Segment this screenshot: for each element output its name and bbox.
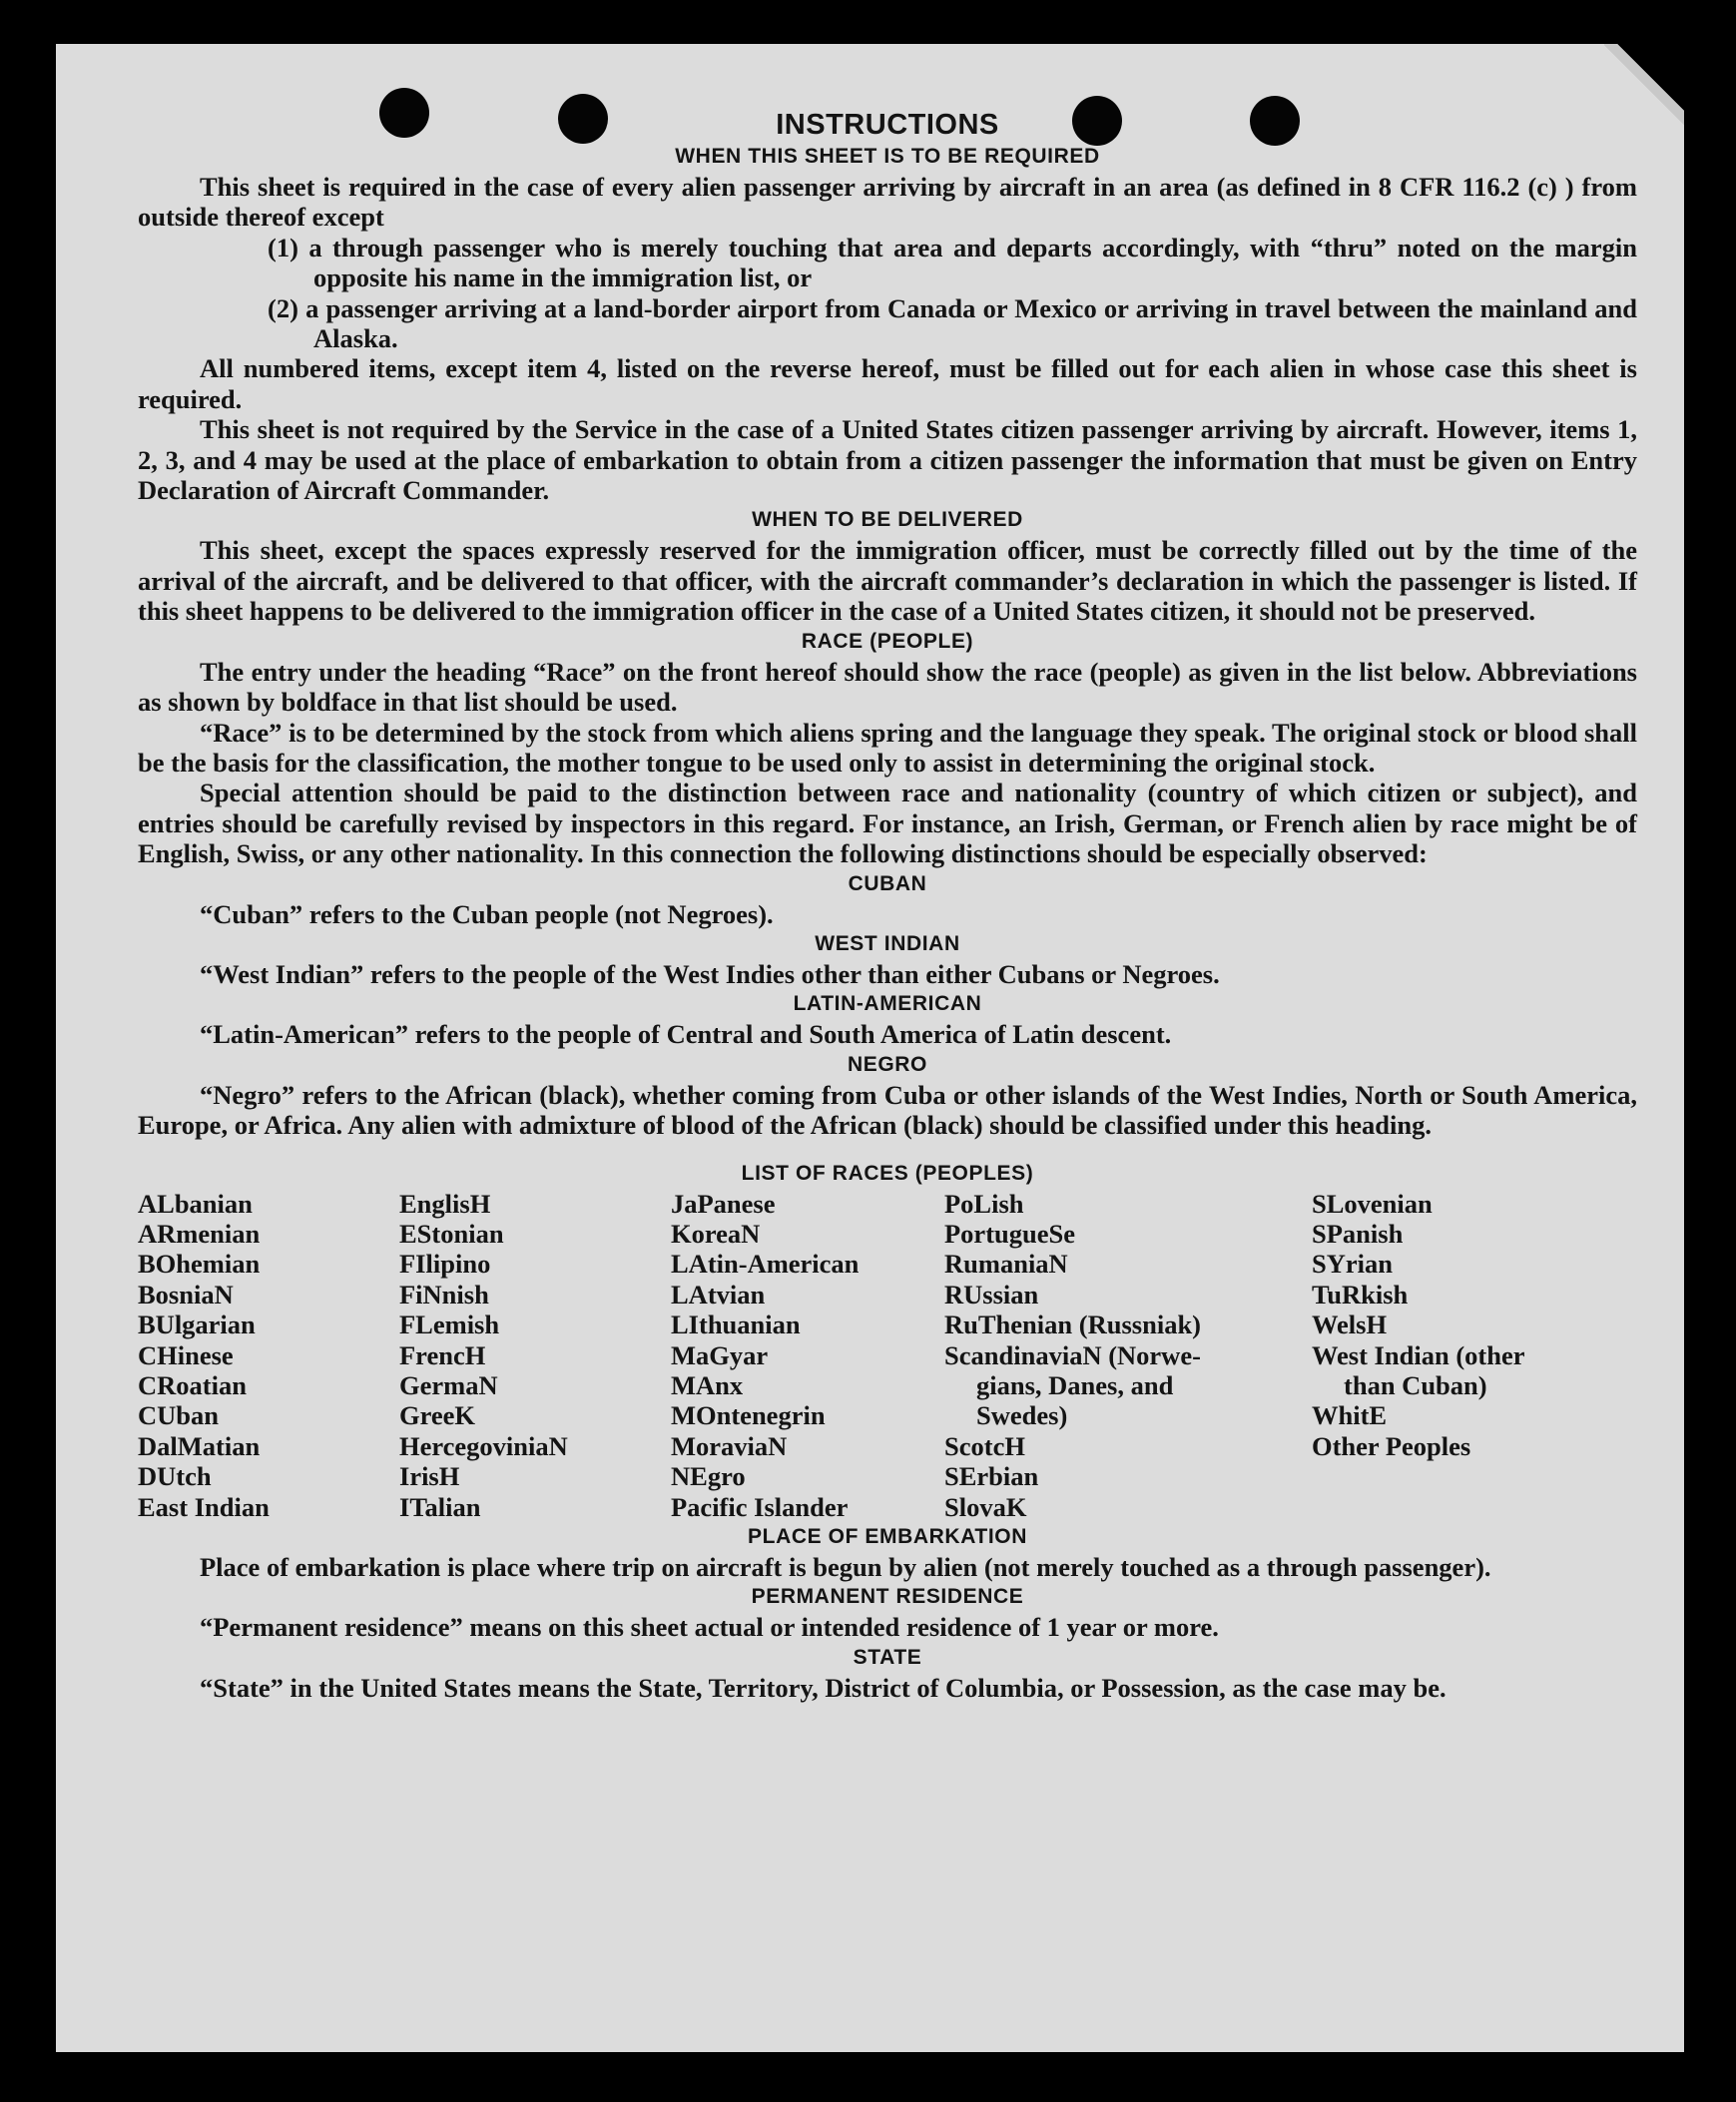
race-entry: BOhemian — [138, 1249, 261, 1280]
race-entry: CRoatian — [138, 1370, 247, 1400]
heading-state: STATE — [853, 1645, 922, 1669]
race-entry: EStonian — [399, 1218, 504, 1249]
race-entry: DUtch — [138, 1461, 212, 1492]
race-entry: SPanish — [1312, 1218, 1404, 1249]
heading-west-indian: WEST INDIAN — [815, 931, 960, 955]
race-entry: RuThenian (Russniak) — [944, 1310, 1202, 1340]
race-entry: GermaN — [399, 1370, 498, 1400]
race-entry: ScotcH — [944, 1430, 1025, 1461]
document-sheet — [56, 44, 1684, 2052]
races-column-3 — [671, 1189, 944, 1522]
race-entry: ARmenian — [138, 1218, 261, 1249]
race-entry: CUban — [138, 1400, 220, 1431]
paragraph-latin-american: “Latin-American” refers to the people of Central and South America of Latin descent. — [200, 1019, 1172, 1050]
race-entry: FLemish — [399, 1310, 500, 1340]
race-entry: East Indian — [138, 1491, 270, 1522]
paragraph-required-item-2: (2) a passenger arriving at a land-border airport from Canada or Mexico or arriving in travel between the mainland and Alaska. — [268, 292, 1637, 354]
race-entry-continued: gians, Danes, and — [976, 1370, 1174, 1400]
race-entry: SlovaK — [944, 1491, 1027, 1522]
race-entry: BosniaN — [138, 1279, 234, 1310]
race-entry: Other Peoples — [1312, 1430, 1471, 1461]
races-list — [138, 1189, 1637, 1522]
paragraph-negro: “Negro” refers to the African (black), whether coming from Cuba or other islands of the West Indies, North or South America, Europe, or Africa. Any alien with admixture of blood of the African (black) should be classified under this heading. — [138, 1079, 1637, 1141]
race-entry: RUssian — [944, 1279, 1039, 1310]
races-column-4 — [944, 1189, 1312, 1522]
paragraph-race-3: Special attention should be paid to the distinction between race and nationality (country of which citizen or subject), and entries should be carefully revised by inspectors in this regard. For instance, an Irish, German, or French alien by race might be of English, Swiss, or any other nationality. In this connection the following distinctions should be especially observed: — [138, 778, 1637, 869]
race-entry: FiNnish — [399, 1279, 489, 1310]
race-entry: PortugueSe — [944, 1218, 1076, 1249]
race-entry: CHinese — [138, 1339, 234, 1370]
race-entry: NEgro — [671, 1461, 746, 1492]
race-entry: PoLish — [944, 1188, 1024, 1219]
heading-cuban: CUBAN — [848, 871, 927, 895]
race-entry: LAtvian — [671, 1279, 766, 1310]
race-entry-continued: Swedes) — [976, 1400, 1068, 1431]
race-entry: West Indian (other — [1312, 1339, 1525, 1370]
race-entry: MAnx — [671, 1370, 744, 1400]
race-entry: GreeK — [399, 1400, 476, 1431]
paragraph-embarkation: Place of embarkation is place where trip on aircraft is begun by alien (not merely touched as a through passenger). — [200, 1552, 1491, 1583]
paragraph-race-2: “Race” is to be determined by the stock from which aliens spring and the language they speak. The original stock or blood shall be the basis for the classification, the mother tongue to be used only to assist in determining the original stock. — [138, 717, 1637, 778]
paragraph-west-indian: “West Indian” refers to the people of the West Indies other than either Cubans or Negroes. — [200, 958, 1220, 989]
race-entry: JaPanese — [671, 1188, 776, 1219]
paragraph-required-2: All numbered items, except item 4, listed on the reverse hereof, must be filled out for each alien in whose case this sheet is required. — [138, 353, 1637, 414]
race-entry: ITalian — [399, 1491, 481, 1522]
race-entry: MOntenegrin — [671, 1400, 826, 1431]
race-entry: DalMatian — [138, 1430, 261, 1461]
heading-races-list: LIST OF RACES (PEOPLES) — [741, 1161, 1034, 1185]
race-entry: LIthuanian — [671, 1310, 801, 1340]
page-title: INSTRUCTIONS — [776, 109, 999, 141]
race-entry: BUlgarian — [138, 1310, 256, 1340]
race-entry: MaGyar — [671, 1339, 769, 1370]
races-column-2 — [399, 1189, 671, 1522]
heading-embarkation: PLACE OF EMBARKATION — [748, 1525, 1027, 1549]
heading-latin-american: LATIN-AMERICAN — [793, 992, 982, 1016]
paragraph-required-item-1: (1) a through passenger who is merely touching that area and departs accordingly, with “thru” noted on the margin opposite his name in the immigration list, or — [268, 232, 1637, 293]
paragraph-residence: “Permanent residence” means on this sheet actual or intended residence of 1 year or more. — [200, 1612, 1219, 1643]
race-entry: FIlipino — [399, 1249, 491, 1280]
race-entry: HercegoviniaN — [399, 1430, 568, 1461]
race-entry: SErbian — [944, 1461, 1039, 1492]
heading-delivered: WHEN TO BE DELIVERED — [752, 508, 1023, 532]
heading-race: RACE (PEOPLE) — [801, 629, 974, 653]
race-entry: WelsH — [1312, 1310, 1388, 1340]
heading-negro: NEGRO — [847, 1052, 927, 1076]
race-entry: SYrian — [1312, 1249, 1393, 1280]
race-entry: FrencH — [399, 1339, 486, 1370]
race-entry: LAtin-American — [671, 1249, 860, 1280]
heading-required: WHEN THIS SHEET IS TO BE REQUIRED — [675, 145, 1100, 168]
race-entry: IrisH — [399, 1461, 460, 1492]
races-column-5 — [1312, 1189, 1637, 1522]
race-entry: SLovenian — [1312, 1188, 1433, 1219]
race-entry-continued: than Cuban) — [1344, 1370, 1487, 1400]
heading-residence: PERMANENT RESIDENCE — [751, 1585, 1024, 1609]
paragraph-required-3: This sheet is not required by the Service in the case of a United States citizen passenger arriving by aircraft. However, items 1, 2, 3, and 4 may be used at the place of embarkation to obtain from a citizen passenger the information that must be given on Entry Declaration of Aircraft Commander. — [138, 414, 1637, 506]
paragraph-delivered: This sheet, except the spaces expressly reserved for the immigration officer, must be correctly filled out by the time of the arrival of the aircraft, and be delivered to that officer, with the aircraft commander’s declaration in which the passenger is listed. If this sheet happens to be delivered to the immigration officer in the case of a United States citizen, it should not be preserved. — [138, 535, 1637, 627]
races-column-1 — [138, 1189, 399, 1522]
instructions-body — [138, 104, 1637, 1703]
race-entry: EnglisH — [399, 1188, 491, 1219]
race-entry: ALbanian — [138, 1188, 253, 1219]
race-entry: TuRkish — [1312, 1279, 1409, 1310]
race-entry: MoraviaN — [671, 1430, 788, 1461]
paragraph-cuban: “Cuban” refers to the Cuban people (not Negroes). — [200, 898, 774, 929]
paragraph-state: “State” in the United States means the State, Territory, District of Columbia, or Possession, as the case may be. — [200, 1672, 1447, 1703]
race-entry: WhitE — [1312, 1400, 1388, 1431]
race-entry: RumaniaN — [944, 1249, 1068, 1280]
paragraph-race-1: The entry under the heading “Race” on the front hereof should show the race (people) as given in the list below. Abbreviations as shown by boldface in that list should be used. — [138, 656, 1637, 718]
paragraph-required-1: This sheet is required in the case of every alien passenger arriving by aircraft in an area (as defined in 8 CFR 116.2 (c) ) from outside thereof except — [138, 172, 1637, 233]
race-entry: ScandinaviaN (Norwe- — [944, 1339, 1201, 1370]
race-entry: Pacific Islander — [671, 1491, 849, 1522]
race-entry: KoreaN — [671, 1218, 761, 1249]
